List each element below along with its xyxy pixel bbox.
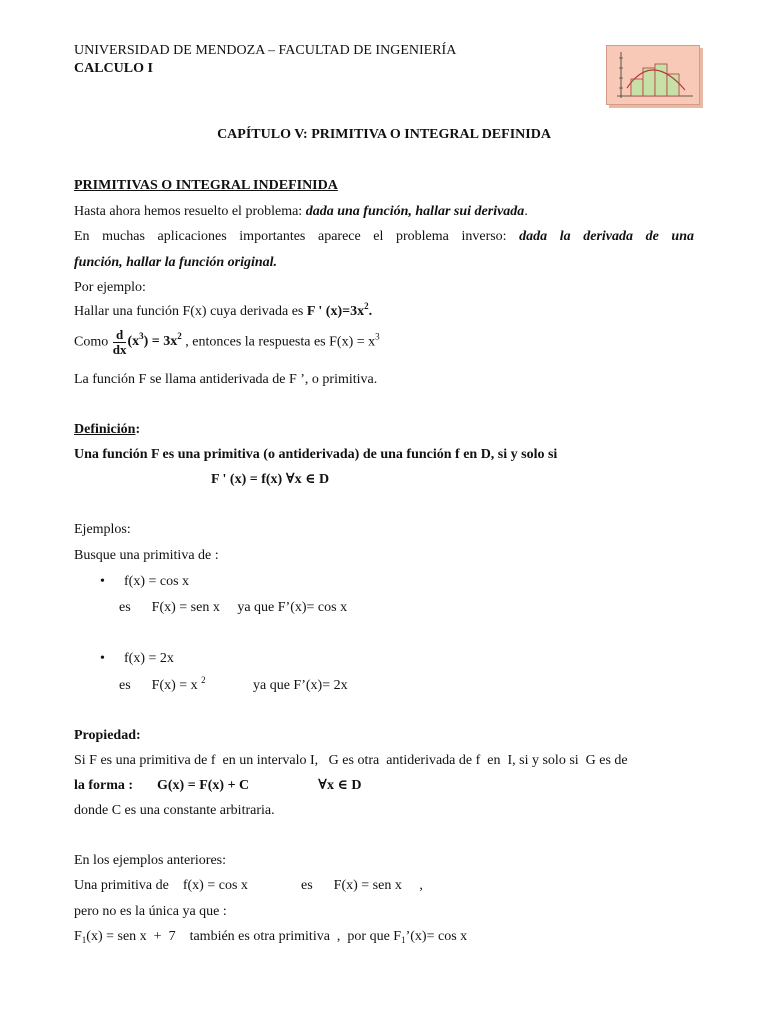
examples-title: Ejemplos: (74, 522, 131, 537)
example-2-solution-b: ya que F’(x)= 2x (253, 678, 348, 693)
property-line-2a: la forma : (74, 778, 134, 793)
definition-heading (74, 422, 140, 439)
f1-letter: F (74, 929, 82, 944)
property-line-3: donde C es una constante arbitraria. (74, 803, 275, 818)
previous-text: (x) = sen x + 7 también es otra primitiva , por que F (86, 929, 402, 944)
previous-line-1a: Una primitiva de f(x) = cos x (74, 878, 248, 893)
f1-subscript: 1 (81, 935, 87, 945)
previous-text-end: ’(x)= cos x (405, 929, 468, 944)
previous-title: En los ejemplos anteriores: (74, 853, 227, 868)
fraction-denominator: dx (112, 341, 127, 357)
example-2-solution-a (119, 675, 206, 695)
derivative-formula (306, 301, 373, 319)
previous-line-2: pero no es la única ya que : (74, 904, 227, 919)
university-header: UNIVERSIDAD DE MENDOZA – FACULTAD DE INGENIERÍA (74, 43, 457, 58)
como-line (74, 328, 380, 356)
previous-line-3 (74, 929, 467, 946)
bullet-1: • (100, 574, 105, 589)
example-2-text: es F(x) = x (119, 678, 202, 693)
property-quantifier: ∀x ∈ D (318, 778, 362, 793)
intro-line-2 (74, 229, 694, 246)
intro-line-1 (74, 204, 528, 221)
entonces-exp: 3 (375, 331, 380, 342)
fraction-numerator: d (113, 328, 127, 343)
deriv-expression (127, 331, 182, 350)
bullet-2: • (100, 651, 105, 666)
property-line-1: Si F es una primitiva de f en un intervalo I, G es otra antiderivada de f en I, si y solo si G es de (74, 753, 628, 768)
deriv-part-b: ) = 3x (143, 334, 178, 350)
hallar-text: Hallar una función F(x) cuya derivada es (74, 304, 307, 319)
logo (606, 45, 700, 105)
derivative-exponent: 2 (364, 301, 369, 311)
d-dx-fraction (113, 328, 127, 356)
intro-text: Hasta ahora hemos resuelto el problema: (74, 204, 306, 219)
derivative-period: . (368, 304, 373, 319)
definition-label: Definición (74, 422, 136, 437)
hallar-line (74, 301, 373, 321)
f1-subscript-2: 1 (401, 935, 406, 945)
deriv-exp: 3 (139, 331, 144, 342)
example-2-exponent: 2 (201, 675, 206, 685)
intro-emphasis: dada una función, hallar sui derivada (305, 204, 525, 219)
previous-line-1b: es F(x) = sen x , (301, 878, 423, 893)
como-text: Como (74, 334, 109, 350)
course-name: CALCULO I (74, 61, 153, 76)
intro-emphasis-2: dada la derivada de una (519, 229, 694, 244)
deriv-part-a: (x (127, 334, 140, 350)
derivative-base: F ' (x)=3x (306, 304, 365, 319)
definition-colon: : (135, 422, 141, 437)
property-heading: Propiedad: (74, 728, 141, 743)
example-2-function: f(x) = 2x (124, 651, 174, 666)
intro-text-2: En muchas aplicaciones importantes aparece el problema inverso: (74, 229, 520, 244)
por-ejemplo: Por ejemplo: (74, 280, 146, 295)
chapter-title: CAPÍTULO V: PRIMITIVA O INTEGRAL DEFINIDA (217, 127, 551, 142)
antiderivada-line: La función F se llama antiderivada de F ’, o primitiva. (74, 372, 378, 387)
intro-line-3: función, hallar la función original. (74, 255, 278, 270)
example-1-function: f(x) = cos x (124, 574, 190, 589)
entonces-text: , entonces la respuesta es F(x) = x (181, 334, 376, 350)
section-title: PRIMITIVAS O INTEGRAL INDEFINIDA (74, 178, 338, 193)
example-1-solution: es F(x) = sen x ya que F’(x)= cos x (119, 600, 348, 615)
deriv-exp2: 2 (177, 331, 182, 342)
integral-bars-icon (607, 46, 699, 104)
examples-prompt: Busque una primitiva de : (74, 548, 219, 563)
intro-period: . (524, 204, 528, 219)
property-formula: G(x) = F(x) + C (157, 778, 250, 793)
definition-formula: F ' (x) = f(x) ∀x ∈ D (211, 472, 330, 487)
definition-text: Una función F es una primitiva (o antiderivada) de una función f en D, si y solo si (74, 447, 558, 462)
